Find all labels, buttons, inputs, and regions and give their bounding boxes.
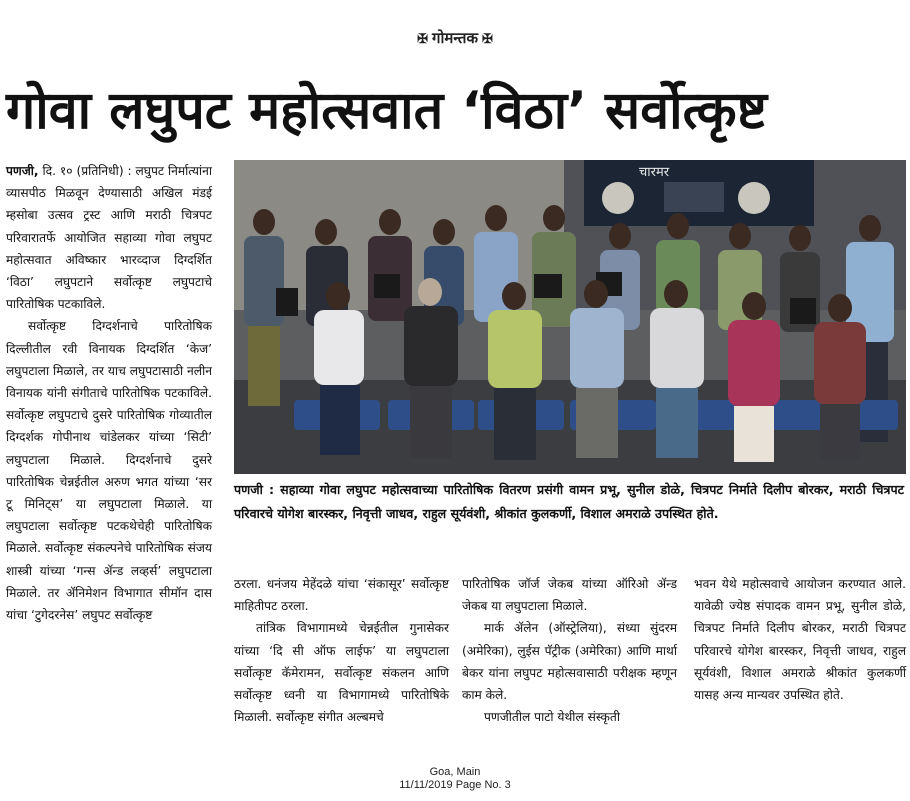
article-column-4: [694, 573, 906, 706]
article-column-3: [462, 573, 677, 728]
paragraph-8: भवन येथे महोत्सवाचे आयोजन करण्यात आले. यावेळी ज्येष्ठ संपादक वामन प्रभू, सुनील डोळे, चित्रपट निर्माते दिलीप बोरकर, मराठी चित्रपट परिवारचे योगेश बारस्कर, निवृत्ती जाधव, राहुल सूर्यवंशी, विशाल अमराळे श्रीकांत कुलकर्णी यासह अन्य मान्यवर उपस्थित होते.: [694, 577, 906, 703]
article-column-2: [234, 573, 449, 728]
photo-caption: [234, 478, 904, 526]
paragraph-4: तांत्रिक विभागामध्ये चेन्नईतील गुनासेकर यांच्या ‘दि सी ऑफ लाईफ’ या लघुपटाला सर्वोत्कृष्ट कॅमेरामन, सर्वोत्कृष्ट संकलन आणि सर्वोत्कृष्ट ध्वनी या विभागामध्ये पारितोषिके मिळाली. सर्वोत्कृष्ट संगीत अल्बमचे: [234, 621, 449, 725]
paragraph-1: [6, 160, 212, 315]
paragraph-6: मार्क ॲलेन (ऑस्ट्रेलिया), संध्या सुंदरम (अमेरिका), लुईस पॅट्रीक (अमेरिका) आणि मार्था बेकर यांना लघुपट महोत्सवासाठी परीक्षक म्हणून काम केले.: [462, 621, 677, 703]
paragraph-2: सर्वोत्कृष्ट दिग्दर्शनाचे पारितोषिक दिल्लीतील रवी विनायक दिग्दर्शित ‘केज’ लघुपटाला मिळाले, तर याच लघुपटासाठी नलीन विनायक यांनी संगीताचे पारितोषिक पटकाविले. सर्वोत्कृष्ट लघुपटाचे दुसरे पारितोषिक गोव्यातील दिग्दर्शक गोपीनाथ चांडेलकर यांच्या ‘सिटी’ लघुपटाला मिळाले. दिग्दर्शनाचे दुसरे पारितोषिक चेन्नईतील अरुण भगत यांच्या ‘सर टू मिनिट्स’ या लघुपटाला मिळाले. या लघुपटाला सर्वोत्कृष्ट पटकथेचेही पारितोषिक मिळाले. सर्वोत्कृष्ट संकल्पनेचे पारितोषिक संजय शास्त्री यांच्या ‘गन्स ॲन्ड लव्हर्स’ लघुपटाला मिळाले. तर ॲनिमेशन विभागात सीमॉन दास यांचा ‘टुगेदरनेस’ लघुपट सर्वोत्कृष्ट: [6, 319, 212, 623]
masthead: [0, 28, 910, 48]
paragraph-7: पणजीतील पाटो येथील संस्कृती: [484, 710, 621, 725]
ornament-left-icon: ✠: [417, 32, 428, 47]
news-photo: [234, 160, 906, 474]
caption-text: सहाव्या गोवा लघुपट महोत्सवाच्या पारितोषिक वितरण प्रसंगी वामन प्रभू, सुनील डोळे, चित्रपट निर्माते दिलीप बोरकर, मराठी चित्रपट परिवारचे योगेश बारस्कर, निवृत्ती जाधव, राहुल सूर्यवंशी, श्रीकांत कुलकर्णी, विशाल अमराळे उपस्थित होते.: [234, 482, 904, 521]
page-footer: [0, 766, 910, 792]
headline: गोवा लघुपट महोत्सवात ‘विठा’ सर्वोत्कृष्ट: [6, 81, 767, 141]
paragraph-3: ठरला. धनंजय मेहेंदळे यांचा ‘संकासूर’ सर्वोत्कृष्ट माहितीपट ठरला.: [234, 577, 449, 614]
date-page-label: 11/11/2019 Page No. 3: [399, 779, 511, 791]
photo-illustration: [234, 160, 906, 474]
ornament-right-icon: ✠: [482, 32, 493, 47]
paragraph-1-text: दि. १० (प्रतिनिधी) : लघुपट निर्मात्यांना व्यासपीठ मिळवून देण्यासाठी अखिल मंडई म्हसोबा उत्सव ट्रस्ट आणि मराठी चित्रपट परिवारातर्फे आयोजित सहाव्या गोवा लघुपट महोत्सवात अविष्कार भारव्दाज दिग्दर्शित ‘विठा’ लघुपटाने सर्वोत्कृष्ट लघुपटाचे पारितोषिक पटकाविले.: [6, 164, 212, 312]
masthead-name: गोमन्तक: [432, 29, 478, 47]
caption-lead: पणजी :: [234, 482, 275, 497]
banner-text: चारमर: [639, 165, 670, 180]
dateline: पणजी,: [6, 164, 39, 178]
paragraph-5: पारितोषिक जॉर्ज जेकब यांच्या ऑरिओ ॲन्ड जेकब या लघुपटाला मिळाले.: [462, 577, 677, 614]
article-column-1: [6, 160, 212, 626]
edition-label: Goa, Main: [429, 766, 481, 778]
